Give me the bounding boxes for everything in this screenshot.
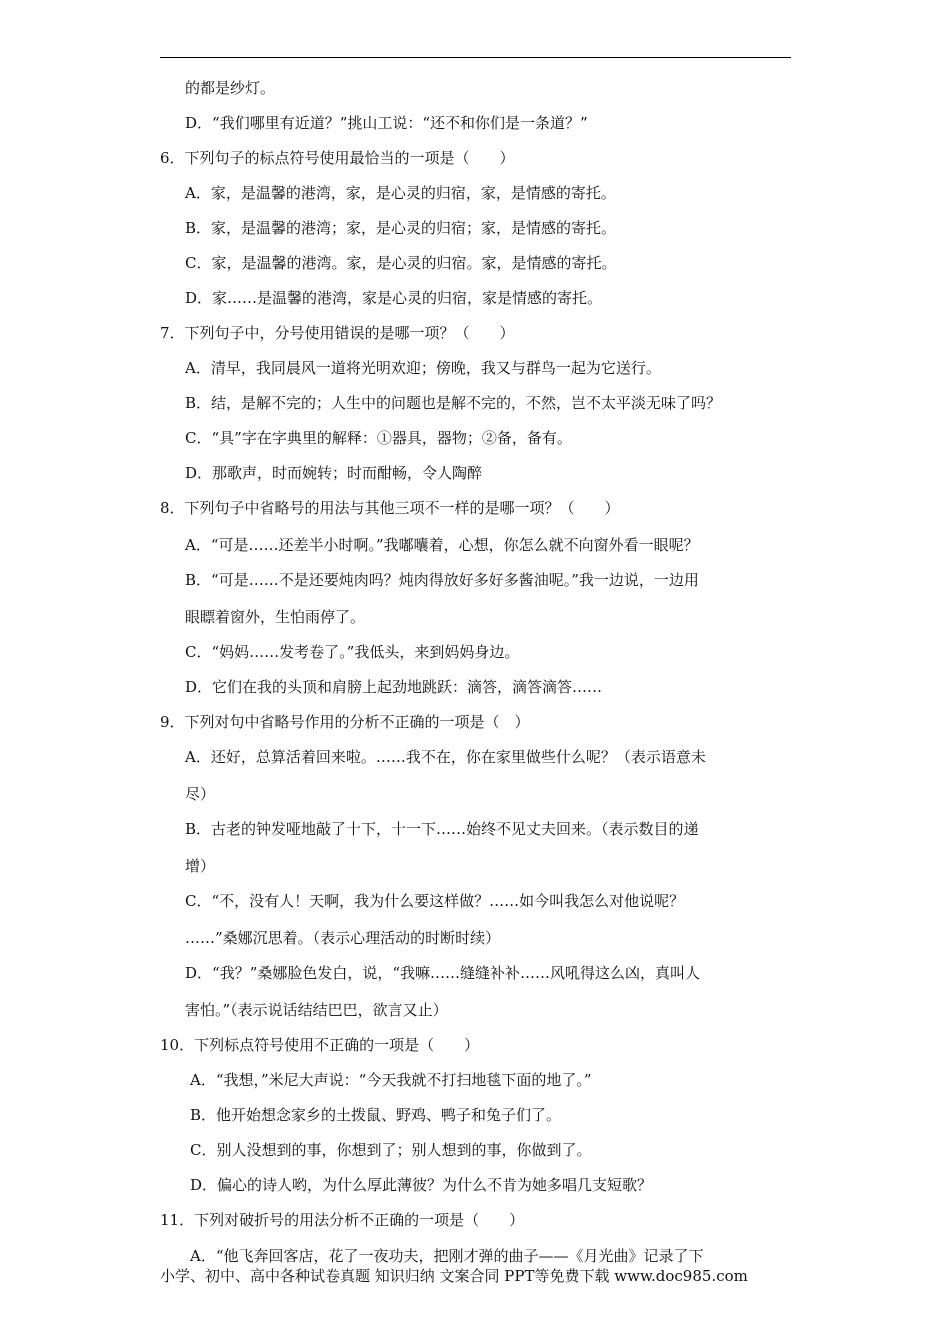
option-line: D．它们在我的头顶和肩膀上起劲地跳跃：滴答，滴答滴答…… xyxy=(185,678,603,696)
question-10: 10．下列标点符号使用不正确的一项是（ ） xyxy=(160,1036,480,1054)
option-continuation: 眼瞟着窗外，生怕雨停了。 xyxy=(185,608,366,626)
question-8: 8．下列句子中省略号的用法与其他三项不一样的是哪一项？（ ） xyxy=(160,499,620,517)
option-continuation: 尽） xyxy=(185,785,216,803)
option-line: D．那歌声，时而婉转；时而酣畅，令人陶醉 xyxy=(185,464,483,482)
header-rule xyxy=(160,57,791,58)
question-7: 7．下列句子中，分号使用错误的是哪一项？（ ） xyxy=(160,324,515,342)
option-line: D．偏心的诗人哟，为什么厚此薄彼？为什么不肯为她多唱几支短歌？ xyxy=(190,1176,653,1194)
option-line: B．家，是温馨的港湾；家，是心灵的归宿；家，是情感的寄托。 xyxy=(185,219,617,237)
option-line: A．“我想，”米尼大声说：“今天我就不打扫地毯下面的地了。” xyxy=(190,1071,592,1089)
option-continuation: ……”桑娜沉思着。（表示心理活动的时断时续） xyxy=(185,929,501,947)
option-line: C．家，是温馨的港湾。家，是心灵的归宿。家，是情感的寄托。 xyxy=(185,254,617,272)
option-continuation: 增） xyxy=(185,857,216,875)
text-line: 的都是纱灯。 xyxy=(185,79,276,97)
option-line: D．“我们哪里有近道？”挑山工说：“还不和你们是一条道？” xyxy=(185,114,588,132)
option-line: C．“具”字在字典里的解释：①器具，器物；②备，备有。 xyxy=(185,429,572,447)
option-line: B．他开始想念家乡的土拨鼠、野鸡、鸭子和兔子们了。 xyxy=(190,1106,562,1124)
option-line: C．“妈妈……发考卷了。”我低头，来到妈妈身边。 xyxy=(185,643,520,661)
option-line: D．家……是温馨的港湾，家是心灵的归宿，家是情感的寄托。 xyxy=(185,289,603,307)
option-line: A．“他飞奔回客店，花了一夜功夫，把刚才弹的曲子——《月光曲》记录了下 xyxy=(190,1247,704,1265)
option-line: B．“可是……不是还要炖肉吗？炖肉得放好多好多酱油呢。”我一边说，一边用 xyxy=(185,571,699,589)
footer-text: 小学、初中、高中各种试卷真题 知识归纳 文案合同 PPT等免费下载 www.doc985.com xyxy=(160,1267,748,1285)
option-line: A．清早，我同晨风一道将光明欢迎；傍晚，我又与群鸟一起为它送行。 xyxy=(185,359,661,377)
question-9: 9．下列对句中省略号作用的分析不正确的一项是（ ） xyxy=(160,713,530,731)
option-line: A．还好，总算活着回来啦。……我不在，你在家里做些什么呢？（表示语意未 xyxy=(185,748,706,766)
option-line: A．家，是温馨的港湾，家，是心灵的归宿，家，是情感的寄托。 xyxy=(185,184,616,202)
option-line: A．“可是……还差半小时啊。”我嘟囔着，心想，你怎么就不向窗外看一眼呢？ xyxy=(185,536,699,554)
option-line: D．“我？”桑娜脸色发白，说，“我嘛……缝缝补补……风吼得这么凶，真叫人 xyxy=(185,964,701,982)
option-line: B．结，是解不完的；人生中的问题也是解不完的，不然，岂不太平淡无味了吗？ xyxy=(185,394,722,412)
option-line: C．别人没想到的事，你想到了；别人想到的事，你做到了。 xyxy=(190,1141,592,1159)
option-line: B．古老的钟发哑地敲了十下，十一下……始终不见丈夫回来。（表示数目的递 xyxy=(185,820,699,838)
option-continuation: 害怕。”（表示说话结结巴巴，欲言又止） xyxy=(185,1001,448,1019)
question-11: 11．下列对破折号的用法分析不正确的一项是（ ） xyxy=(160,1211,525,1229)
option-line: C．“不，没有人！天啊，我为什么要这样做？……如今叫我怎么对他说呢？ xyxy=(185,892,685,910)
question-6: 6．下列句子的标点符号使用最恰当的一项是（ ） xyxy=(160,149,515,167)
